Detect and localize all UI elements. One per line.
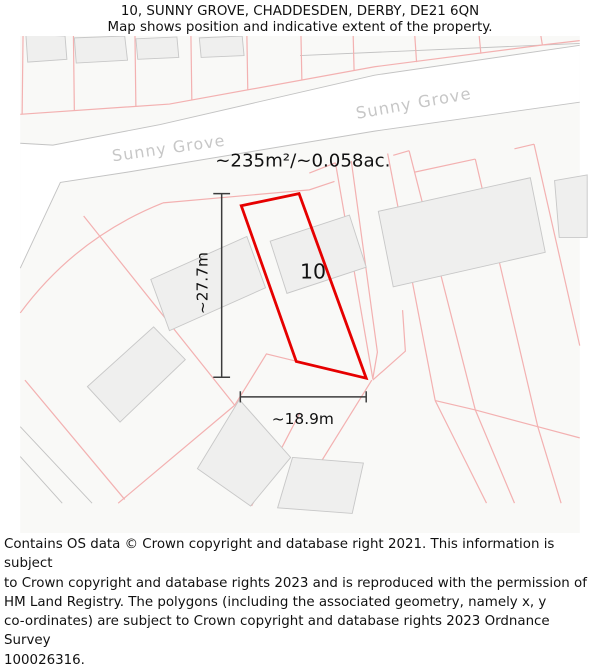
header (0, 4, 600, 36)
dim-horizontal-label: ~18.9m (271, 409, 334, 428)
building (555, 175, 588, 237)
building (74, 36, 127, 63)
map (0, 36, 600, 533)
building (136, 37, 179, 59)
copyright-line: Contains OS data © Crown copyright and database right 2021. This information is subject (4, 537, 555, 572)
road-label-right: Sunny Grove (354, 83, 474, 123)
copyright-line: 100026316. (4, 652, 85, 668)
copyright-line: to Crown copyright and database rights 2023 and is reproduced with the permission of (4, 575, 587, 591)
copyright-line: HM Land Registry. The polygons (including the associated geometry, namely x, y (4, 594, 547, 610)
page-subtitle: Map shows position and indicative extent of the property. (107, 20, 493, 35)
building (278, 457, 364, 513)
building (26, 36, 67, 62)
dim-vertical-label: ~27.7m (193, 252, 212, 315)
area-label: ~235m²/~0.058ac. (215, 150, 391, 172)
road-label-left: Sunny Grove (110, 130, 227, 166)
copyright-notice (4, 535, 596, 670)
map-canvas (0, 36, 600, 533)
page-title: 10, SUNNY GROVE, CHADDESDEN, DERBY, DE21 6QN (120, 4, 480, 19)
copyright-line: co-ordinates) are subject to Crown copyright and database rights 2023 Ordnance Survey (4, 614, 550, 649)
plot-number-label: 10 (300, 259, 327, 284)
building (199, 36, 244, 57)
